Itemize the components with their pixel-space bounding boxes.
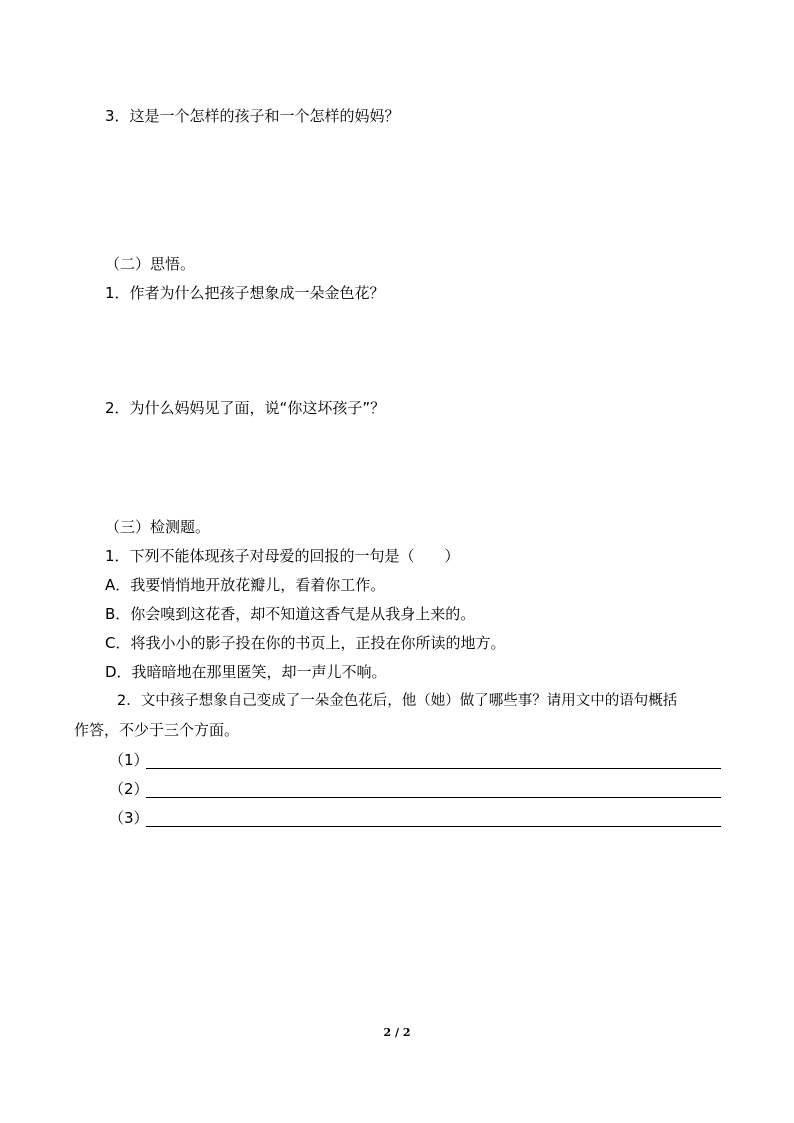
page-number: 2 / 2 (383, 1026, 411, 1039)
section-heading-reflection: （二）思悟。 (105, 255, 196, 273)
test-question-1-stem: 1．下列不能体现孩子对母爱的回报的一句是（ ） (105, 547, 460, 565)
answer-blank-1-label: （1） (109, 751, 149, 769)
answer-blank-2[interactable] (109, 779, 721, 799)
answer-blank-2-label: （2） (109, 780, 149, 798)
answer-line-2 (146, 797, 721, 798)
reflection-question-2: 2．为什么妈妈见了面，说“你这坏孩子”？ (105, 399, 386, 417)
test-question-2-stem-line-2: 作答，不少于三个方面。 (74, 721, 240, 739)
reflection-question-1: 1．作者为什么把孩子想象成一朵金色花？ (105, 284, 385, 302)
test-option-b: B．你会嗅到这花香，却不知道这香气是从我身上来的。 (105, 605, 476, 623)
question-3: 3．这是一个怎样的孩子和一个怎样的妈妈？ (105, 107, 400, 125)
answer-blank-1[interactable] (109, 750, 721, 770)
test-option-c: C．将我小小的影子投在你的书页上，正投在你所读的地方。 (105, 634, 506, 652)
answer-blank-3[interactable] (109, 808, 721, 828)
test-option-a: A．我要悄悄地开放花瓣儿，看着你工作。 (105, 576, 386, 594)
test-question-2-stem-line-1: 2．文中孩子想象自己变成了一朵金色花后，他（她）做了哪些事？请用文中的语句概括 (117, 693, 678, 709)
test-option-d: D．我暗暗地在那里匿笑，却一声儿不响。 (105, 663, 387, 681)
answer-line-1 (146, 768, 721, 769)
section-heading-test: （三）检测题。 (105, 518, 211, 536)
answer-line-3 (146, 826, 721, 827)
answer-blank-3-label: （3） (109, 809, 149, 827)
